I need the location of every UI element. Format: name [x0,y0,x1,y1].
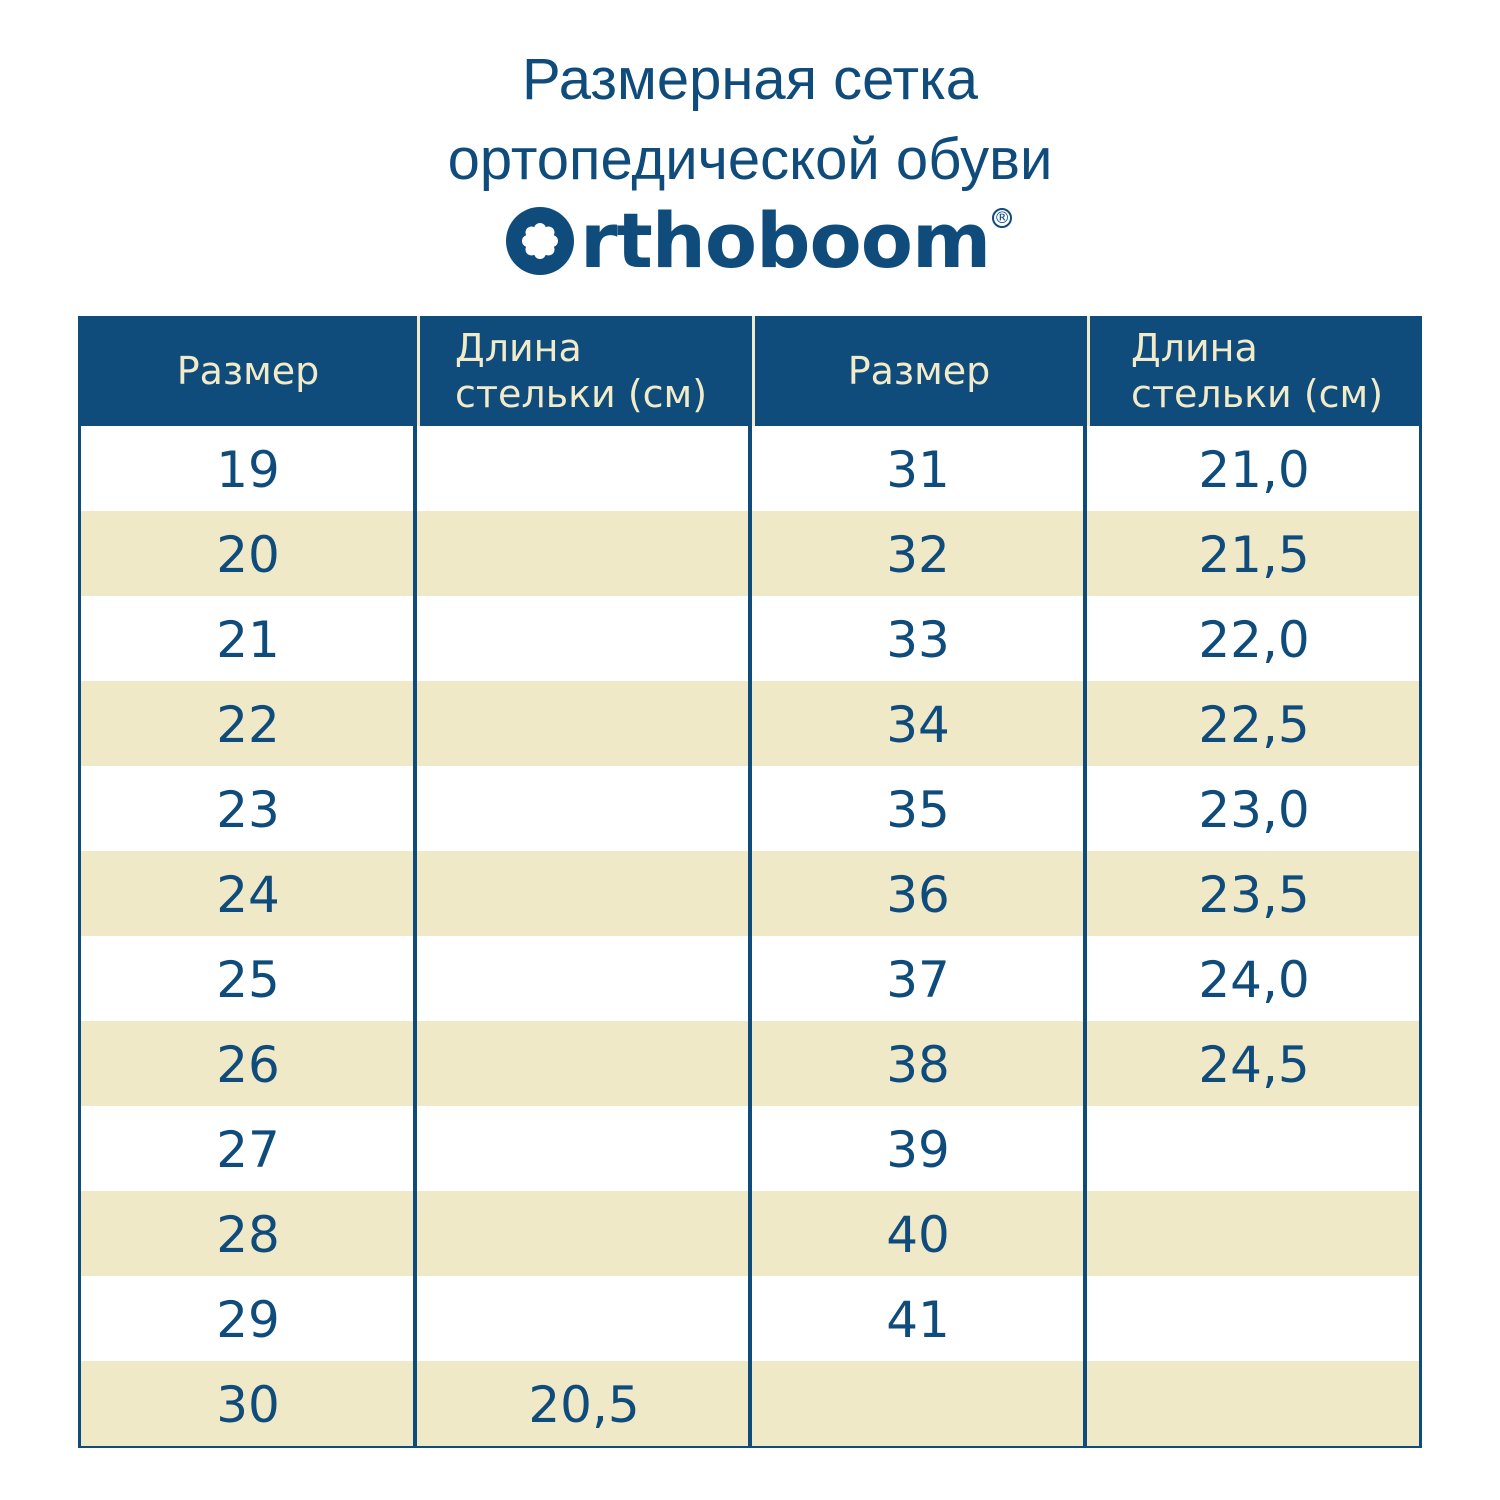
size-cell: 19 [216,441,280,499]
header-length-2-line2: стельки (см) [1131,372,1384,416]
length-cell [419,426,749,511]
orthoboom-o-flower-icon [502,203,578,279]
column-divider-highlight [752,316,755,426]
registered-mark: ® [994,208,1011,227]
length-cell [419,1191,749,1276]
column-divider-highlight [1087,316,1090,426]
size-cell: 41 [886,1291,950,1349]
length-cell: 23,0 [1198,781,1310,839]
size-cell: 33 [886,611,950,669]
column-divider [1083,316,1087,1448]
column-divider [413,316,417,1448]
size-table [78,316,1422,1448]
length-cell [419,936,749,1021]
length-cell [419,851,749,936]
length-cell: 23,5 [1198,866,1310,924]
size-cell: 39 [886,1121,950,1179]
size-cell: 28 [216,1206,280,1264]
size-cell: 24 [216,866,280,924]
size-cell [753,1361,1083,1446]
brand-logo [502,196,1012,286]
size-cell: 36 [886,866,950,924]
length-cell: 24,5 [1198,1036,1310,1094]
size-cell: 21 [216,611,280,669]
size-cell: 37 [886,951,950,1009]
length-cell: 22,5 [1198,696,1310,754]
length-cell [419,1106,749,1191]
column-divider-highlight [417,316,420,426]
header-length-1-line1: Длина [455,326,582,370]
length-cell [419,511,749,596]
length-cell [1089,1276,1419,1361]
size-cell: 31 [886,441,950,499]
length-cell [419,766,749,851]
header-length-1 [455,316,755,426]
header-size-1: Размер [176,349,320,393]
size-cell: 30 [216,1376,280,1434]
size-cell: 23 [216,781,280,839]
length-cell: 20,5 [528,1376,640,1434]
size-cell: 38 [886,1036,950,1094]
length-cell [419,681,749,766]
length-cell [419,1021,749,1106]
length-cell: 22,0 [1198,611,1310,669]
header-length-2 [1131,316,1431,426]
size-cell: 32 [886,526,950,584]
page-title-line-2: ортопедической обуви [447,127,1053,192]
length-cell [1089,1191,1419,1276]
length-cell: 21,5 [1198,526,1310,584]
size-cell: 20 [216,526,280,584]
size-cell: 34 [886,696,950,754]
length-cell [419,596,749,681]
length-cell [1089,1361,1419,1446]
length-cell [419,1276,749,1361]
header-length-1-line2: стельки (см) [455,372,708,416]
size-cell: 29 [216,1291,280,1349]
header-size-2: Размер [847,349,991,393]
length-cell [1089,1106,1419,1191]
size-cell: 22 [216,696,280,754]
size-cell: 26 [216,1036,280,1094]
length-cell: 24,0 [1198,951,1310,1009]
brand-name: rthoboom [580,196,991,285]
size-cell: 40 [886,1206,950,1264]
page-title-line-1: Размерная сетка [522,47,978,112]
header-length-2-line1: Длина [1131,326,1258,370]
size-cell: 35 [886,781,950,839]
column-divider [748,316,752,1448]
length-cell: 21,0 [1198,441,1310,499]
size-cell: 27 [216,1121,280,1179]
size-cell: 25 [216,951,280,1009]
